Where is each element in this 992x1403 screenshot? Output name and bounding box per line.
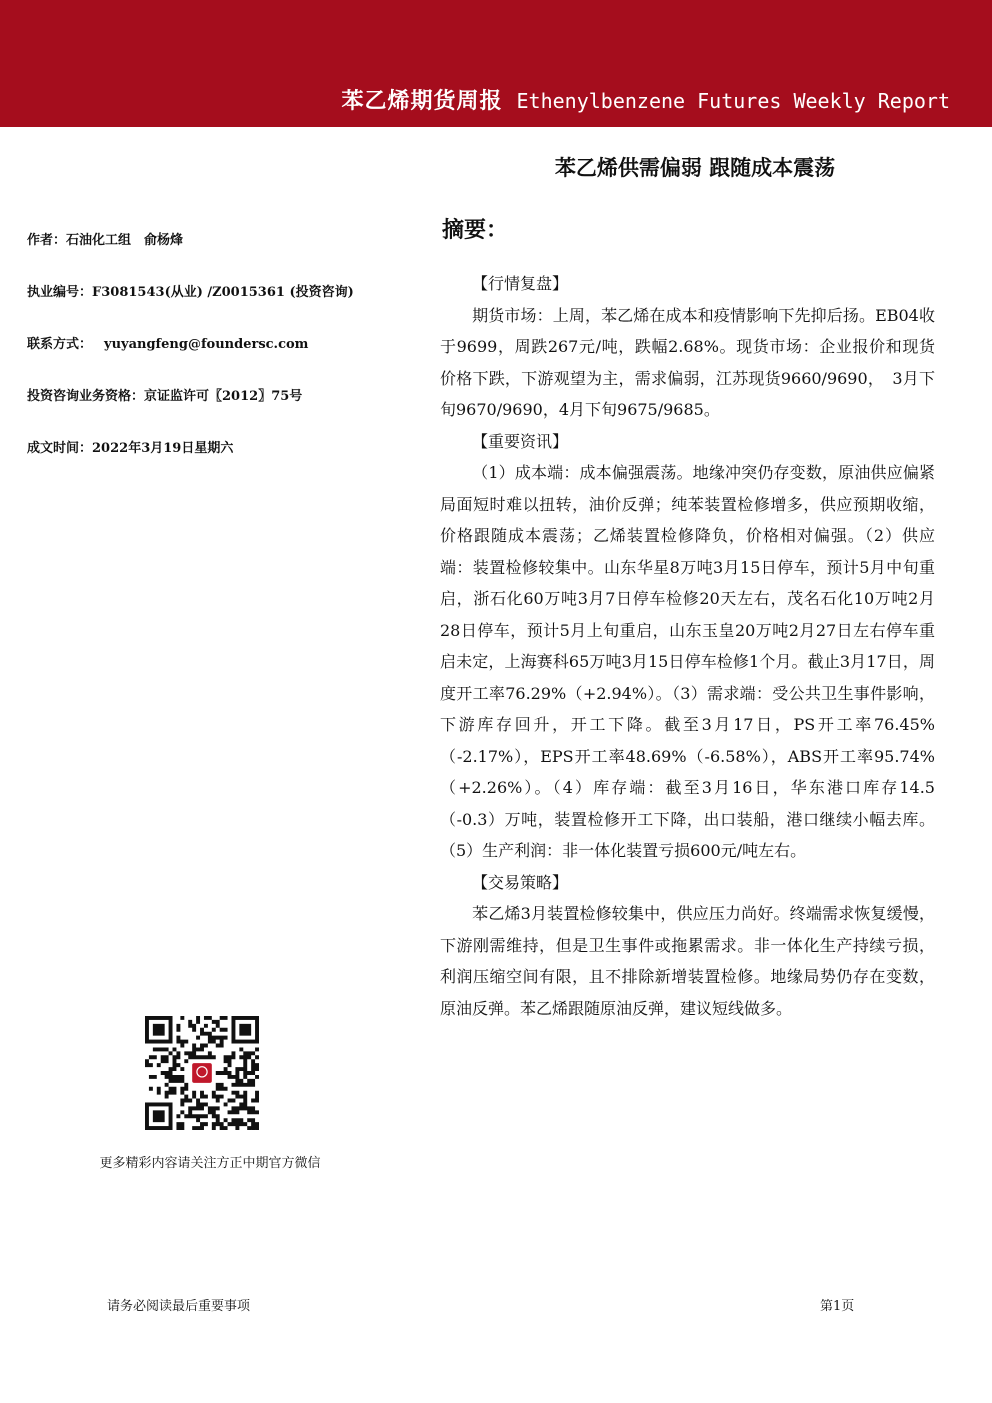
- series-title-en: Ethenylbenzene Futures Weekly Report: [516, 89, 950, 113]
- license-value: F3081543(从业) /Z0015361 (投资咨询): [92, 285, 354, 300]
- contact-label: 联系方式：: [27, 337, 93, 352]
- section-strategy-text: [440, 898, 935, 1024]
- footer-notice: 请务必阅读最后重要事项: [107, 1299, 251, 1314]
- page-number: 第1页: [820, 1299, 855, 1314]
- contact-email[interactable]: yuyangfeng@foundersc.com: [104, 337, 309, 352]
- news-content: （1）成本端：成本偏强震荡。地缘冲突仍存变数，原油供应偏紧局面短时难以扭转，油价反弹；纯苯装置检修增多，供应预期收缩，价格跟随成本震荡；乙烯装置检修降负，价格相对偏强。（2）供应端：装置检修较集中。山东华星8万吨3月15日停车，预计5月中旬重启，浙石化60万吨3月7日停车检修20天左右，茂名石化10万吨2月28日停车，预计5月上旬重启，山东玉皇20万吨2月27日左右停车重启未定，上海赛科65万吨3月15日停车检修1个月。截止3月17日，周度开工率76.29%（+2.94%）。（3）需求端：受公共卫生事件影响，下游库存回升，开工下降。截至3月17日，PS开工率76.45%（-2.17%），EPS开工率48.69%（-6.58%），ABS开工率95.74%（+2.26%）。（4）库存端：截至3月16日，华东港口库存14.5（-0.3）万吨，装置检修开工下降，出口装船，港口继续小幅去库。（5）生产利润：非一体化装置亏损600元/吨左右。: [440, 463, 935, 860]
- wechat-qr-code: [145, 1016, 259, 1130]
- qualification-value: 京证监许可〖2012〗75号: [144, 389, 303, 404]
- section-market-review-heading: 【行情复盘】: [472, 274, 569, 293]
- qr-finder-pattern: [231, 1016, 259, 1044]
- market-review-content: 期货市场：上周，苯乙烯在成本和疫情影响下先抑后扬。EB04收于9699，周跌267元/吨，跌幅2.68%。现货市场：企业报价和现货价格下跌，下游观望为主，需求偏弱，江苏现货9660/9690， 3月下旬9670/9690，4月下旬9675/9685。: [440, 305, 935, 419]
- date-row: [27, 438, 417, 490]
- author-label: 作者：: [27, 233, 67, 248]
- date-label: 成文时间：: [27, 441, 93, 456]
- qr-caption: 更多精彩内容请关注方正中期官方微信: [99, 1156, 321, 1171]
- section-news-text: [440, 457, 935, 867]
- author-row: [27, 230, 417, 282]
- license-row: [27, 282, 417, 334]
- license-label: 执业编号：: [27, 285, 93, 300]
- header-banner: [0, 0, 992, 127]
- qr-finder-pattern: [145, 1016, 173, 1044]
- qualification-row: [27, 386, 417, 438]
- report-title: 苯乙烯供需偏弱 跟随成本震荡: [554, 155, 836, 180]
- section-news-heading: 【重要资讯】: [472, 431, 569, 451]
- contact-row: [27, 334, 417, 386]
- date-value: 2022年3月19日星期六: [92, 441, 234, 456]
- strategy-content: 苯乙烯3月装置检修较集中，供应压力尚好。终端需求恢复缓慢，下游刚需维持，但是卫生事件或拖累需求。非一体化生产持续亏损，利润压缩空间有限，且不排除新增装置检修。地缘局势仍存在变数，原油反弹。苯乙烯跟随原油反弹，建议短线做多。: [440, 904, 935, 1018]
- qr-finder-pattern: [145, 1102, 173, 1130]
- series-title-cn: 苯乙烯期货周报: [341, 88, 503, 114]
- section-strategy-heading: 【交易策略】: [472, 872, 569, 892]
- report-series-title: [342, 84, 951, 115]
- author-info: [27, 230, 417, 490]
- section-market-review-text: [440, 300, 935, 426]
- author-value: 石油化工组 俞杨烽: [66, 233, 184, 248]
- qualification-label: 投资咨询业务资格：: [27, 389, 145, 404]
- summary-heading: 摘要：: [442, 217, 509, 243]
- summary-body: [440, 268, 935, 1024]
- qr-code-image: [145, 1016, 259, 1130]
